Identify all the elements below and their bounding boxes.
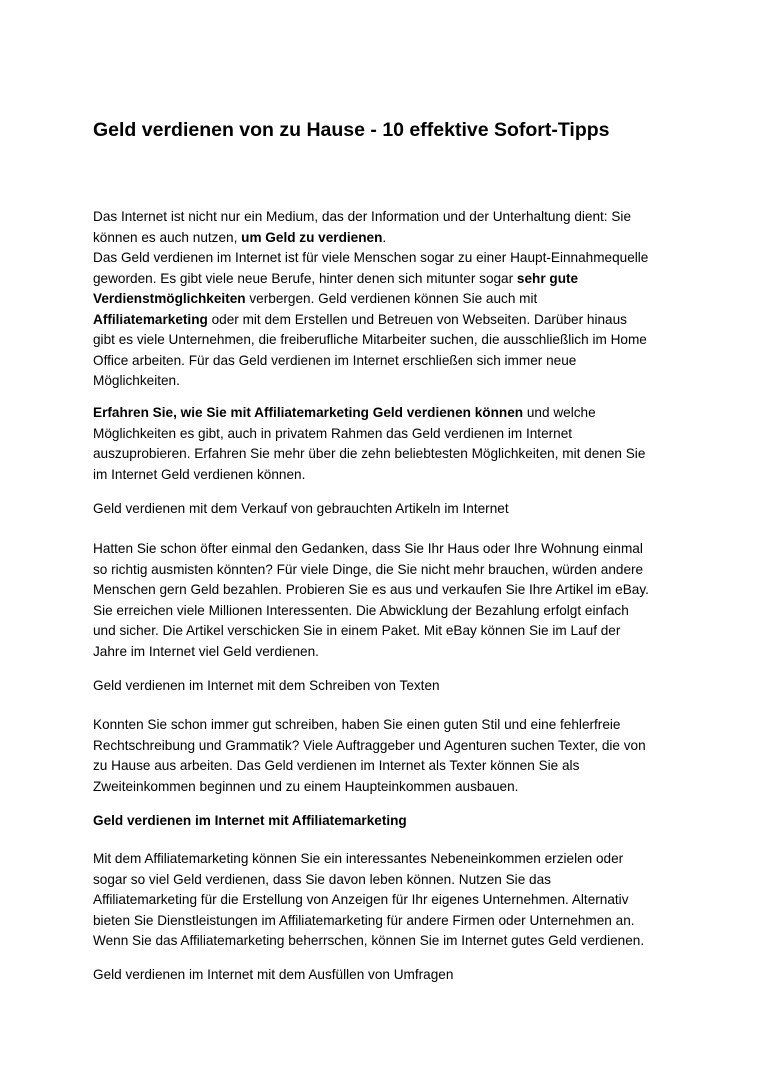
section-heading-umfragen: Geld verdienen im Internet mit dem Ausfüllen von Umfragen	[93, 967, 454, 982]
affiliate-intro-paragraph	[93, 403, 645, 485]
text-line: Rechtschreibung und Grammatik? Viele Auftraggeber und Agenturen suchen Texter, die von	[93, 737, 646, 753]
document-title: Geld verdienen von zu Hause - 10 effektive Sofort-Tipps	[93, 119, 610, 141]
text-line: im Internet Geld verdienen können.	[93, 466, 306, 482]
bold-phrase: Affiliatemarketing	[93, 311, 208, 327]
text-line: Konnten Sie schon immer gut schreiben, haben Sie einen guten Stil und eine fehlerfreie	[93, 717, 621, 732]
intro-paragraph	[93, 207, 648, 392]
text-line: sogar so viel Geld verdienen, dass Sie davon leben können. Nutzen Sie das	[93, 871, 551, 887]
text-line: Jahre im Internet viel Geld verdienen.	[93, 643, 319, 659]
text-line: Office arbeiten. Für das Geld verdienen im Internet erschließen sich immer neue	[93, 352, 577, 368]
affiliate-paragraph	[93, 849, 644, 952]
text-line: Wenn Sie das Affiliatemarketing beherrschen, können Sie im Internet gutes Geld verdienen.	[93, 933, 645, 948]
text-line: Affiliatemarketing oder mit dem Erstellen und Betreuen von Webseiten. Darüber hinaus	[93, 311, 627, 327]
text-line: gibt es viele Unternehmen, die freiberufliche Mitarbeiter suchen, die ausschließlich im Home	[93, 332, 647, 347]
text-line: Zweiteinkommen beginnen und zu einem Haupteinkommen ausbauen.	[93, 778, 519, 794]
text-line: so richtig ausmisten könnten? Für viele Dinge, die Sie nicht mehr brauchen, würden andere	[93, 561, 644, 577]
bold-phrase: Verdienstmöglichkeiten	[93, 291, 246, 306]
text-line: Möglichkeiten es gibt, auch in privatem Rahmen das Geld verdienen im Internet	[93, 425, 573, 441]
text-line: Sie erreichen viele Millionen Interessenten. Die Abwicklung der Bezahlung erfolgt einfach	[93, 602, 629, 618]
text-line: Menschen gern Geld bezahlen. Probieren Sie es aus und verkaufen Sie Ihre Artikel im eBay.	[93, 582, 649, 597]
section-heading-verkauf: Geld verdienen mit dem Verkauf von gebrauchten Artikeln im Internet	[93, 501, 509, 516]
text-line: Das Internet ist nicht nur ein Medium, das der Information und der Unterhaltung dient: Sie	[93, 209, 632, 224]
section-heading-texte: Geld verdienen im Internet mit dem Schreiben von Texten	[93, 678, 440, 693]
text-line: Möglichkeiten.	[93, 373, 180, 388]
text-line: und sicher. Die Artikel verschicken Sie in einem Paket. Mit eBay können Sie im Lauf der	[93, 623, 621, 638]
verkauf-paragraph	[93, 539, 649, 662]
text-line: Affiliatemarketing für die Erstellung von Anzeigen für Ihr eigenes Unternehmen. Alternativ	[93, 892, 629, 907]
text-line: zu Hause aus arbeiten. Das Geld verdienen im Internet als Texter können Sie als	[93, 758, 580, 773]
bold-phrase: um Geld zu verdienen	[241, 229, 383, 245]
text-line: geworden. Es gibt viele neue Berufe, hinter denen sich mitunter sogar sehr gute	[93, 270, 579, 286]
text-line: auszuprobieren. Erfahren Sie mehr über die zehn beliebtesten Möglichkeiten, mit denen Sie	[93, 446, 646, 461]
text-line: können es auch nutzen, um Geld zu verdienen.	[93, 229, 387, 245]
text-line: Mit dem Affiliatemarketing können Sie ein interessantes Nebeneinkommen erzielen oder	[93, 851, 624, 866]
bold-phrase: sehr gute	[516, 270, 579, 286]
bold-phrase: Erfahren Sie, wie Sie mit Affiliatemarketing Geld verdienen können	[93, 405, 524, 420]
section-heading-affiliate: Geld verdienen im Internet mit Affiliatemarketing	[93, 813, 407, 828]
text-line: Das Geld verdienen im Internet ist für viele Menschen sogar zu einer Haupt-Einnahmequelle	[93, 250, 649, 265]
text-line: Erfahren Sie, wie Sie mit Affiliatemarketing Geld verdienen können und welche	[93, 405, 596, 420]
text-line: bieten Sie Dienstleistungen im Affiliatemarketing für andere Firmen oder Unternehmen an.	[93, 912, 635, 928]
text-line: Hatten Sie schon öfter einmal den Gedanken, dass Sie Ihr Haus oder Ihre Wohnung einmal	[93, 541, 643, 556]
texte-paragraph	[93, 715, 646, 797]
text-line: Verdienstmöglichkeiten verbergen. Geld verdienen können Sie auch mit	[93, 291, 538, 306]
